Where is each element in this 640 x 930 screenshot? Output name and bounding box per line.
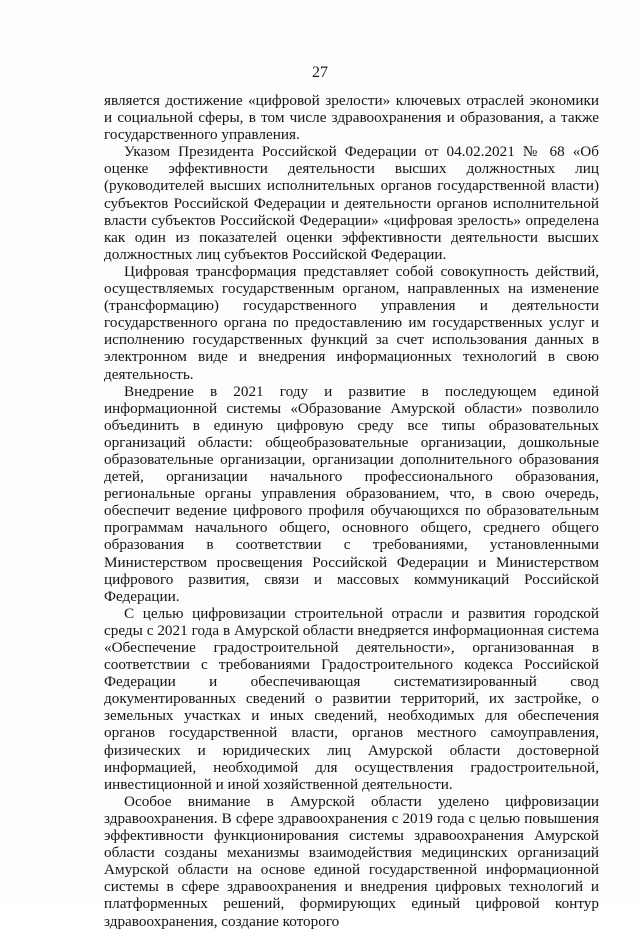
body-text: [104, 92, 599, 930]
paragraph-construction: С целью цифровизации строительной отрасли и развития городской среды с 2021 года в Амурской области внедряется информационная система «Обеспечение градостроительной деятельности», организованная в соответствии с требованиями Градостроительного кодекса Российской Федерации и обеспечивающая систематизированный свод документированных сведений о развитии территорий, их застройке, о земельных участках и иных сведений, необходимых для обеспечения органов государственной власти, органов местного самоуправления, физических и юридических лиц Амурской области достоверной информацией, необходимой для осуществления градостроительной, инвестиционной и иной хозяйственной деятельности.: [104, 604, 599, 793]
paragraph-education-system: Внедрение в 2021 году и развитие в последующем единой информационной системы «Образование Амурской области» позволило объединить в единую цифровую среду все типы образовательных организаций области: общеобразовательные организации, дошкольные образовательные организации, организации дополнительного образования детей, организации начального профессионального образования, региональные органы управления образованием, что, в свою очередь, обеспечит ведение цифрового профиля обучающихся по образовательным программам начального общего, основного общего, среднего общего образования в соответствии с требованиями, установленными Министерством просвещения Российской Федерации и Министерством цифрового развития, связи и массовых коммуникаций Российской Федерации.: [104, 382, 599, 605]
paragraph-continuation: является достижение «цифровой зрелости» ключевых отраслей экономики и социальной сферы, в том числе здравоохранения и образования, а также государственного управления.: [104, 92, 599, 144]
paragraph-decree: Указом Президента Российской Федерации от 04.02.2021 № 68 «Об оценке эффективности деятельности высших должностных лиц (руководителей высших исполнительных органов государственной власти) субъектов Российской Федерации и деятельности органов исполнительной власти субъектов Российской Федерации» «цифровая зрелость» определена как один из показателей оценки эффективности деятельности высших должностных лиц субъектов Российской Федерации.: [104, 143, 599, 263]
paragraph-healthcare: Особое внимание в Амурской области уделено цифровизации здравоохранения. В сфере здравоохранения с 2019 года с целью повышения эффективности функционирования системы здравоохранения Амурской области созданы механизмы взаимодействия медицинских организаций Амурской области на основе единой государственной информационной системы в сфере здравоохранения и внедрения цифровых технологий и платформенных решений, формирующих единый цифровой контур здравоохранения, создание которого: [104, 792, 599, 930]
page-number: 27: [312, 64, 328, 81]
paragraph-digital-transformation: Цифровая трансформация представляет собой совокупность действий, осуществляемых государственным органом, направленных на изменение (трансформацию) государственного управления и деятельности государственного органа по предоставлению им государственных услуг и исполнению государственных функций за счет использования данных в электронном виде и внедрения информационных технологий в свою деятельность.: [104, 262, 599, 383]
